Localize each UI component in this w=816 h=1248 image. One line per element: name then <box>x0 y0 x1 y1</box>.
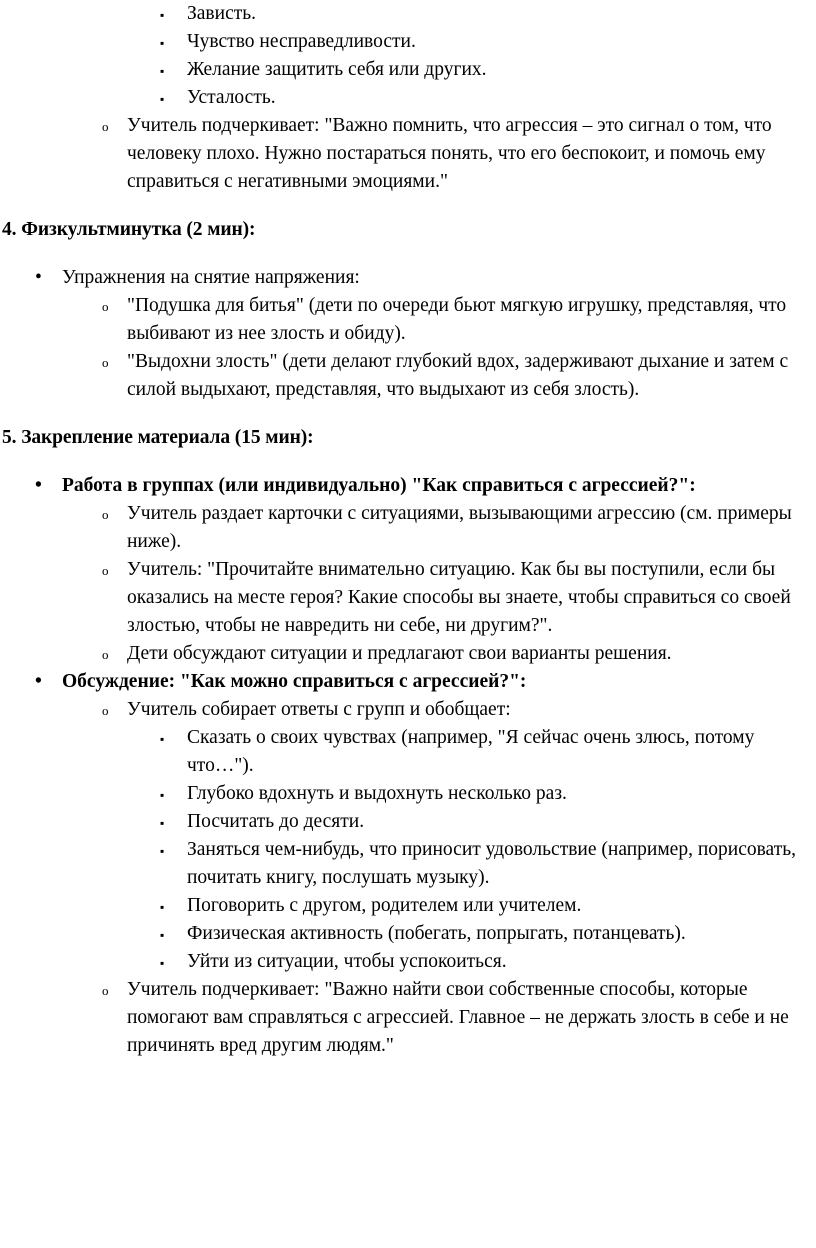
list-item <box>2 500 814 556</box>
circle-bullet-icon <box>102 976 109 1006</box>
list-item-text: Сказать о своих чувствах (например, "Я сейчас очень злюсь, потому что…"). <box>187 727 755 776</box>
list-item-text: Поговорить с другом, родителем или учителем. <box>187 895 582 916</box>
section-heading-5-wrapper <box>2 424 814 452</box>
list-item <box>2 84 814 112</box>
list-item-text: Глубоко вдохнуть и выдохнуть несколько раз. <box>187 783 567 804</box>
list-item-text: Учитель раздает карточки с ситуациями, вызывающими агрессию (см. примеры ниже). <box>127 503 792 552</box>
list-item <box>2 472 814 500</box>
round-bullet-icon <box>35 264 42 292</box>
list-item-text: Обсуждение: "Как можно справиться с агрессией?": <box>62 671 527 692</box>
list-item-text: Учитель: "Прочитайте внимательно ситуацию. Как бы вы поступили, если бы оказались на месте героя? Какие способы вы знаете, чтобы справиться со своей злостью, чтобы не навредить ни себе, ни другим?". <box>127 559 791 636</box>
list-item <box>2 836 814 892</box>
list-item <box>2 112 814 196</box>
list-item <box>2 0 814 28</box>
circle-bullet-icon <box>102 640 109 670</box>
list-item-text: "Выдохни злость" (дети делают глубокий вдох, задерживают дыхание и затем с силой выдыхают, представляя, что выдыхают из себя злость). <box>127 351 789 400</box>
list-item-text: Упражнения на снятие напряжения: <box>62 267 360 288</box>
circle-bullet-icon <box>102 696 109 726</box>
list-item-text: Посчитать до десяти. <box>187 811 365 832</box>
list-item-text: Физическая активность (побегать, попрыгать, потанцевать). <box>187 923 686 944</box>
list-item-text: Учитель подчеркивает: "Важно помнить, что агрессия – это сигнал о том, что человеку плохо. Нужно постараться понять, что его беспокоит, и помочь ему справиться с негативными эмоциями." <box>127 115 772 192</box>
list-item <box>2 948 814 976</box>
list-item-text: Усталость. <box>187 87 276 108</box>
list-item-text: Дети обсуждают ситуации и предлагают свои варианты решения. <box>127 643 672 664</box>
list-item <box>2 920 814 948</box>
square-bullet-icon <box>160 808 164 838</box>
square-bullet-icon <box>160 836 164 866</box>
list-group-physical-minute <box>2 264 814 404</box>
round-bullet-icon <box>35 472 42 500</box>
list-item <box>2 724 814 780</box>
circle-bullet-icon <box>102 112 109 142</box>
square-bullet-icon <box>160 56 164 86</box>
section-heading-5: 5. Закрепление материала (15 мин): <box>2 427 314 448</box>
list-item <box>2 976 814 1060</box>
list-item <box>2 892 814 920</box>
square-bullet-icon <box>160 0 164 30</box>
list-item-text: Учитель собирает ответы с групп и обобщает: <box>127 699 511 720</box>
list-item-text: Работа в группах (или индивидуально) "Как справиться с агрессией?": <box>62 475 696 496</box>
section-heading-4-wrapper <box>2 216 814 244</box>
list-group-consolidation <box>2 472 814 1060</box>
round-bullet-icon <box>35 668 42 696</box>
list-item-text: Заняться чем-нибудь, что приносит удовольствие (например, порисовать, почитать книгу, послушать музыку). <box>187 839 796 888</box>
circle-bullet-icon <box>102 348 109 378</box>
list-item-text: "Подушка для битья" (дети по очереди бьют мягкую игрушку, представляя, что выбивают из нее злость и обиду). <box>127 295 787 344</box>
list-item <box>2 808 814 836</box>
list-item <box>2 668 814 696</box>
list-item-text: Учитель подчеркивает: "Важно найти свои собственные способы, которые помогают вам справляться с агрессией. Главное – не держать злость в себе и не причинять вред другим людям." <box>127 979 789 1056</box>
circle-bullet-icon <box>102 500 109 530</box>
list-item-text: Зависть. <box>187 3 257 24</box>
list-item <box>2 348 814 404</box>
list-item <box>2 292 814 348</box>
list-item-text: Чувство несправедливости. <box>187 31 416 52</box>
circle-bullet-icon <box>102 292 109 322</box>
list-item <box>2 264 814 292</box>
list-item <box>2 556 814 640</box>
list-item <box>2 780 814 808</box>
list-item-text: Уйти из ситуации, чтобы успокоиться. <box>187 951 507 972</box>
square-bullet-icon <box>160 920 164 950</box>
list-item <box>2 28 814 56</box>
square-bullet-icon <box>160 84 164 114</box>
list-item <box>2 640 814 668</box>
circle-bullet-icon <box>102 556 109 586</box>
square-bullet-icon <box>160 780 164 810</box>
square-bullet-icon <box>160 948 164 978</box>
square-bullet-icon <box>160 892 164 922</box>
list-item-text: Желание защитить себя или других. <box>187 59 487 80</box>
section-heading-4: 4. Физкультминутка (2 мин): <box>2 219 256 240</box>
square-bullet-icon <box>160 724 164 754</box>
list-group-aggression-causes <box>2 0 814 196</box>
square-bullet-icon <box>160 28 164 58</box>
list-item <box>2 696 814 724</box>
list-item <box>2 56 814 84</box>
